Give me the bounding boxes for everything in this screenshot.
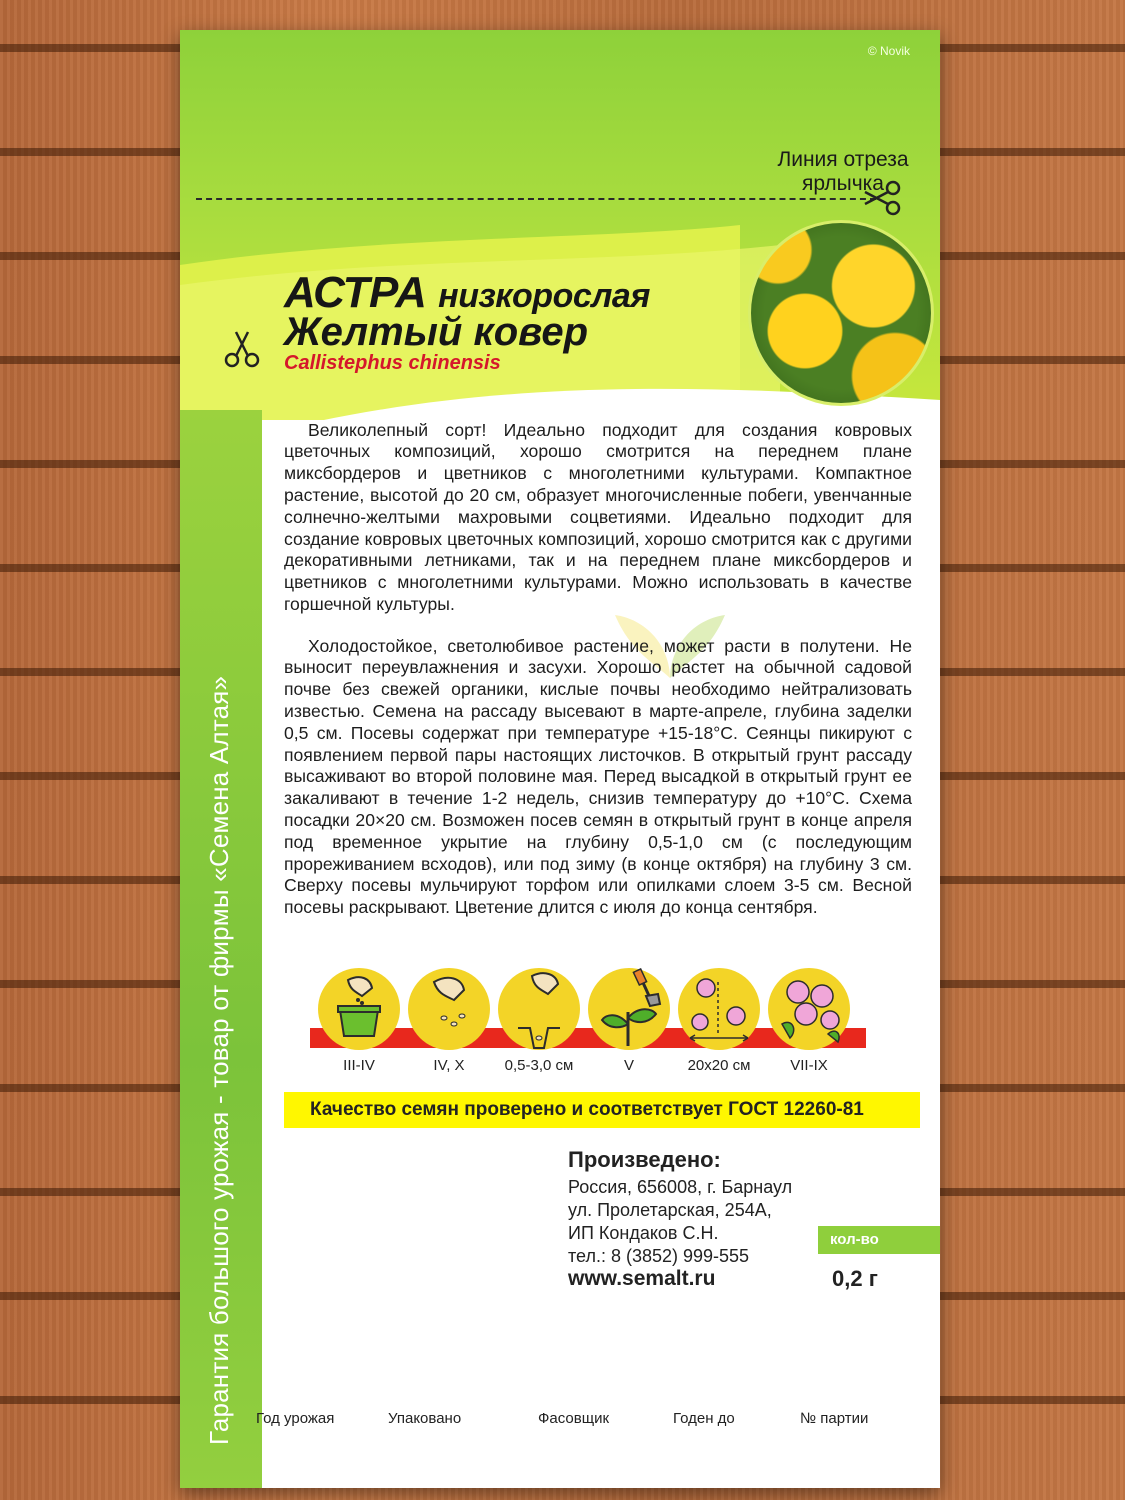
icon-seedling-pot	[318, 968, 400, 1074]
cut-line-label-2: ярлычка	[802, 172, 884, 195]
producer-name: ИП Кондаков С.Н.	[568, 1223, 719, 1243]
producer-title: Произведено:	[568, 1147, 721, 1172]
producer-address-1: Россия, 656008, г. Барнаул	[568, 1177, 793, 1197]
product-variety: Желтый ковер	[284, 310, 589, 354]
latin-name: Callistephus chinensis	[284, 352, 501, 374]
icon-label-6: VII-IX	[790, 1057, 828, 1074]
scissors-icon	[863, 180, 903, 216]
description-paragraph-1: Великолепный сорт! Идеально подходит для создания ковровых цветочных композиций, хорошо смотрится на переднем плане миксбордеров и цветников с многолетними культурами. Компактное растение, высотой до 20 см, образует многочисленные побеги, увенчанные солнечно-желтыми махровыми соцветиями. Идеально подходит для создание ковровых цветочных композиций, хорошо смотрится как с другими декоративными летниками, так и на переднем плане миксбордеров и цветников с многолетними культурами. Можно использовать в качестве горшечной культуры.	[284, 419, 912, 614]
producer-website: www.semalt.ru	[568, 1267, 716, 1290]
footer-packer: Фасовщик	[538, 1410, 610, 1427]
product-name: АСТРА	[284, 268, 427, 317]
sowing-hand-icon	[408, 968, 490, 1050]
quality-banner: Качество семян проверено и соответствует ГОСТ 12260-81	[284, 1092, 920, 1128]
cut-line-label-1: Линия отреза	[777, 148, 909, 171]
icon-label-4: V	[623, 1057, 634, 1074]
flowering-icon	[768, 968, 850, 1050]
icon-planting-scheme	[678, 968, 760, 1074]
footer-packed: Упаковано	[388, 1410, 462, 1427]
description-paragraph-2: Холодостойкое, светолюбивое растение, может расти в полутени. Не выносит переувлажнения и засухи. Хорошо растет на обычной садовой почве без свежей органики, кислые почвы необходимо нейтрализовать известью. Семена на рассаду высевают в марте-апреле, глубина заделки 0,5 см. Посевы содержат при температуре +15-18°С. Сеянцы пикируют с появлением первой пары настоящих листочков. В открытый грунт рассаду высаживают во второй половине мая. Перед высадкой в открытый грунт ее закаливают в течение 1-2 недель, снизив температуру до +10°С. Схема посадки 20×20 см. Возможен посев семян в открытый грунт в конце апреля под временное укрытие на глубину 0,5-1,0 см (с последующим прореживанием всходов), или под зиму (в конце октября) на глубину 3 см. Сверху посевы мульчируют торфом или опилками слоем 3-5 см. Весной посевы раскрывают. Цветение длится с июля до конца сентября.	[284, 635, 912, 918]
flower-photo	[748, 220, 934, 406]
icon-label-1: III-IV	[343, 1057, 375, 1074]
icon-flowering	[768, 968, 850, 1074]
copyright-text: © Novik	[867, 44, 910, 58]
planting-scheme-icon	[678, 968, 760, 1050]
quantity-label: кол-во	[818, 1226, 940, 1254]
plant-transplant-icon	[588, 968, 670, 1050]
seed-packet	[180, 30, 940, 1488]
icon-sowing-depth	[498, 968, 580, 1074]
sowing-depth-icon	[498, 968, 580, 1050]
seedling-pot-icon	[318, 968, 400, 1050]
product-subname: низкорослая	[438, 277, 650, 315]
producer-address-2: ул. Пролетарская, 254А,	[568, 1200, 772, 1220]
icon-sowing-hand	[408, 968, 490, 1074]
icon-label-5: 20х20 см	[687, 1057, 751, 1074]
icon-plant-transplant	[588, 968, 670, 1074]
footer-expiry: Годен до	[673, 1410, 735, 1427]
cut-dashed-line	[196, 198, 876, 200]
icon-label-3: 0,5-3,0 см	[504, 1057, 574, 1074]
scissors-side-icon	[224, 330, 260, 370]
footer-harvest-year: Год урожая	[256, 1410, 335, 1427]
producer-phone: тел.: 8 (3852) 999-555	[568, 1246, 750, 1266]
vertical-slogan: Гарантия большого урожая - товар от фирмы «Семена Алтая»	[204, 675, 234, 1445]
quantity-value: 0,2 г	[832, 1266, 878, 1291]
icon-label-2: IV, X	[433, 1057, 465, 1074]
footer-batch: № партии	[800, 1410, 869, 1427]
